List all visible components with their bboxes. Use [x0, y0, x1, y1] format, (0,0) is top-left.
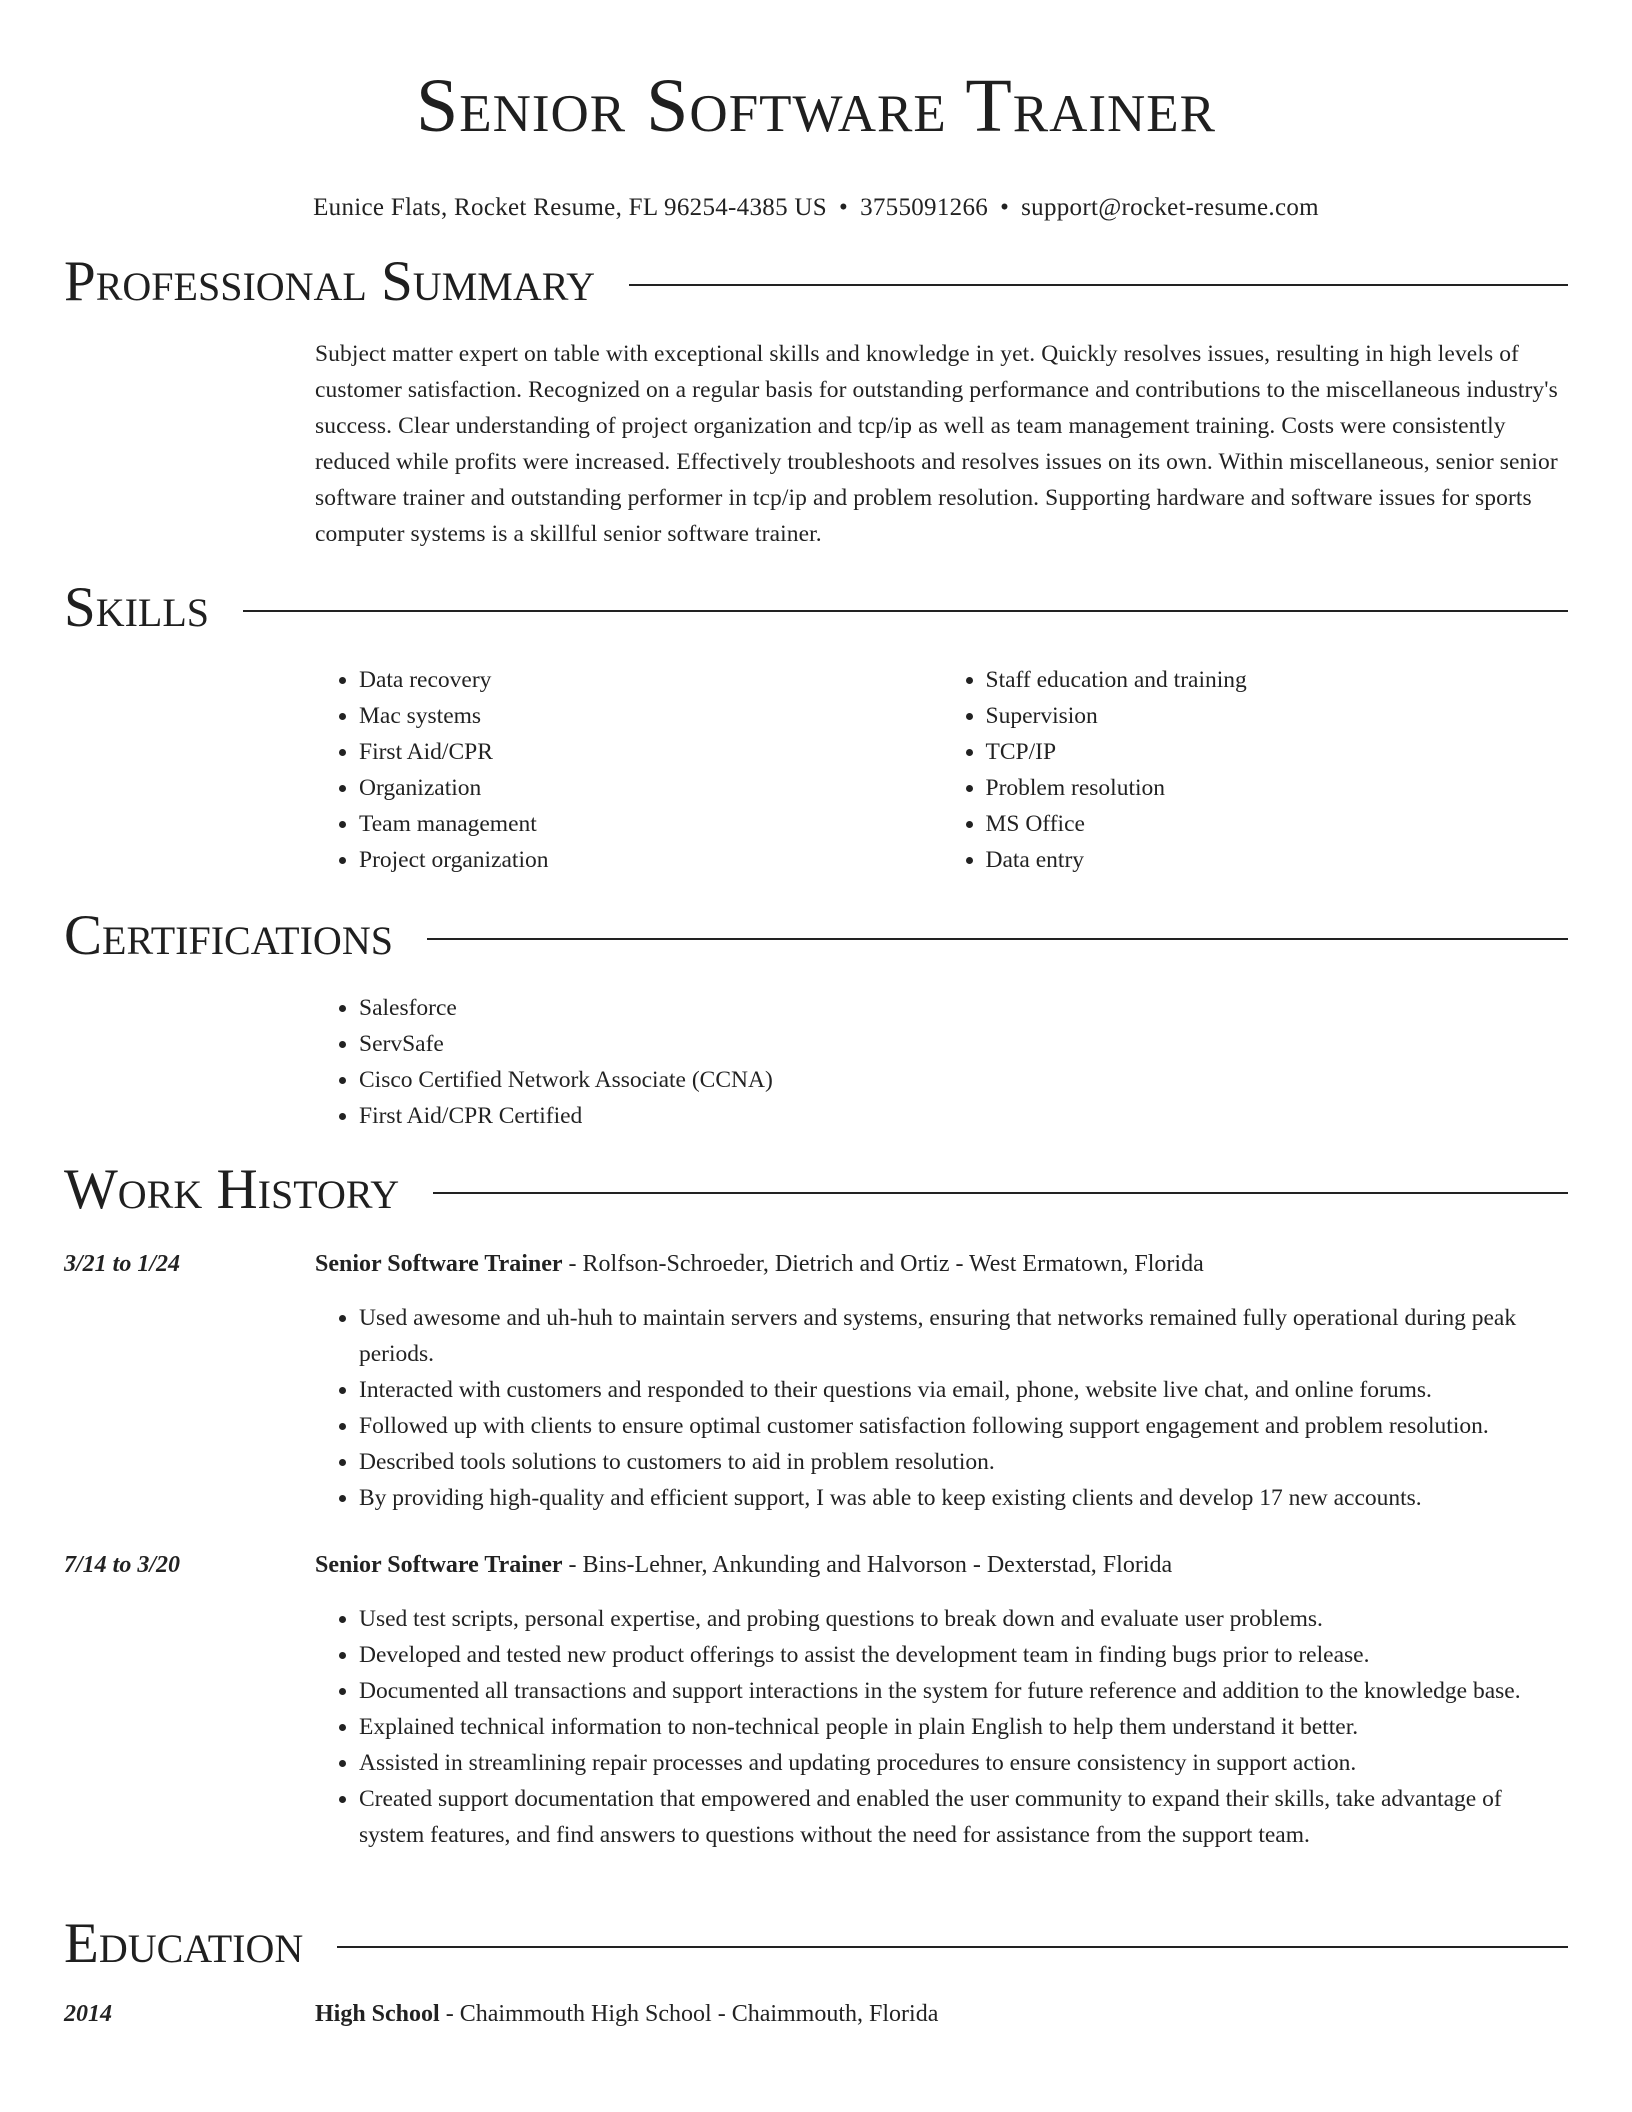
address: Eunice Flats, Rocket Resume, FL 96254-4385 US [313, 194, 827, 221]
job-bullet: • Created support documentation that empowered and enabled the user community to expand their skills, take advantage of system features, and find answers to questions without the need for assistance from the support team. [359, 1781, 1568, 1853]
job-bullet: • Used test scripts, personal expertise, and probing questions to break down and evaluate user problems. [359, 1601, 1568, 1637]
job-dates: 3/21 to 1/24 [64, 1251, 181, 1277]
job-bullet: • By providing high-quality and efficient support, I was able to keep existing clients and develop 17 new accounts. [359, 1480, 1568, 1516]
skill-item: • TCP/IP [986, 734, 1569, 770]
skill-item: • MS Office [986, 806, 1569, 842]
section-header-summary [64, 250, 1568, 314]
skill-item: • Project organization [359, 842, 942, 878]
skills-list-left [315, 662, 942, 878]
section-title-skills: Skills [64, 576, 210, 639]
certifications-list [315, 990, 1568, 1134]
job-employer: - Bins-Lehner, Ankunding and Halvorson - Dexterstad, Florida [562, 1552, 1173, 1578]
job-heading [315, 1547, 1568, 1583]
section-divider [337, 1946, 1568, 1948]
section-header-skills [64, 576, 1568, 640]
certification-item: • ServSafe [359, 1026, 1568, 1062]
job-bullets-block [315, 1300, 1568, 1516]
skill-item: • Supervision [986, 698, 1569, 734]
job-heading [315, 1246, 1568, 1282]
separator: • [1000, 194, 1010, 221]
job-bullet: • Interacted with customers and responded to their questions via email, phone, website live chat, and online forums. [359, 1372, 1568, 1408]
section-header-work [64, 1158, 1568, 1222]
phone: 3755091266 [860, 194, 989, 221]
skill-item: • Mac systems [359, 698, 942, 734]
education-school: - Chaimmouth High School - Chaimmouth, Florida [439, 2001, 939, 2027]
job-bullet: • Used awesome and uh-huh to maintain servers and systems, ensuring that networks remained fully operational during peak periods. [359, 1300, 1568, 1372]
contact-line [0, 192, 1632, 224]
skill-item: • Problem resolution [986, 770, 1569, 806]
job-bullet: • Developed and tested new product offerings to assist the development team in finding bugs prior to release. [359, 1637, 1568, 1673]
certifications-block [315, 990, 1568, 1134]
education-degree: High School [315, 2001, 440, 2027]
section-header-education [64, 1912, 1568, 1976]
separator: • [839, 194, 849, 221]
summary-block [315, 336, 1568, 552]
skills-block [315, 662, 1568, 878]
skill-item: • Organization [359, 770, 942, 806]
job-bullet: • Described tools solutions to customers to aid in problem resolution. [359, 1444, 1568, 1480]
section-title-certifications: Certifications [64, 904, 393, 967]
job-bullet: • Followed up with clients to ensure optimal customer satisfaction following support engagement and problem resolution. [359, 1408, 1568, 1444]
job-title: Senior Software Trainer [315, 1552, 563, 1578]
skills-list-right [942, 662, 1569, 878]
skill-item: • Data entry [986, 842, 1569, 878]
job-bullets-block [315, 1601, 1568, 1853]
job-bullet: • Explained technical information to non-technical people in plain English to help them understand it better. [359, 1709, 1568, 1745]
section-header-certifications [64, 904, 1568, 968]
education-year: 2014 [64, 2001, 112, 2027]
skill-item: • Staff education and training [986, 662, 1569, 698]
section-divider [427, 938, 1568, 940]
education-heading [315, 1996, 1568, 2032]
resume-title: Senior Software Trainer [415, 64, 1217, 148]
email-link[interactable]: support@rocket-resume.com [1021, 194, 1319, 221]
skill-item: • Team management [359, 806, 942, 842]
job-bullet: • Assisted in streamlining repair processes and updating procedures to ensure consistency in support action. [359, 1745, 1568, 1781]
certification-item: • Salesforce [359, 990, 1568, 1026]
job-dates: 7/14 to 3/20 [64, 1552, 181, 1578]
certification-item: • Cisco Certified Network Associate (CCNA) [359, 1062, 1568, 1098]
job-title: Senior Software Trainer [315, 1251, 563, 1277]
skills-grid [315, 662, 1568, 878]
section-title-summary: Professional Summary [64, 250, 596, 313]
job-bullet-list [315, 1300, 1568, 1516]
section-divider [629, 284, 1568, 286]
skill-item: • Data recovery [359, 662, 942, 698]
section-title-work: Work History [64, 1158, 400, 1221]
section-divider [433, 1192, 1568, 1194]
section-title-education: Education [64, 1912, 304, 1975]
skill-item: • First Aid/CPR [359, 734, 942, 770]
summary-text: Subject matter expert on table with exceptional skills and knowledge in yet. Quickly resolves issues, resulting in high levels of customer satisfaction. Recognized on a regular basis for outstanding performance and contributions to the miscellaneous industry's success. Clear understanding of project organization and tcp/ip as well as team management training. Costs were consistently reduced while profits were increased. Effectively troubleshoots and resolves issues on its own. Within miscellaneous, senior senior software trainer and outstanding performer in tcp/ip and problem resolution. Supporting hardware and software issues for sports computer systems is a skillful senior software trainer. [315, 341, 1558, 547]
section-divider [243, 610, 1568, 612]
job-bullet-list [315, 1601, 1568, 1853]
certification-item: • First Aid/CPR Certified [359, 1098, 1568, 1134]
job-employer: - Rolfson-Schroeder, Dietrich and Ortiz - West Ermatown, Florida [562, 1251, 1204, 1277]
job-bullet: • Documented all transactions and support interactions in the system for future reference and addition to the knowledge base. [359, 1673, 1568, 1709]
